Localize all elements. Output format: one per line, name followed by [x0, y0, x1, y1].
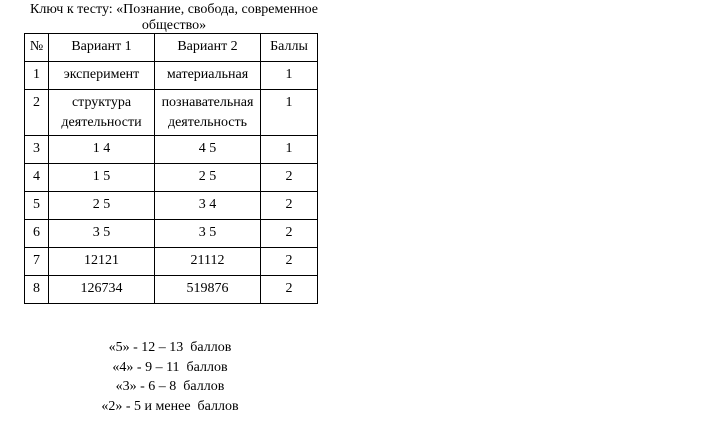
answer-key-table — [24, 33, 318, 304]
cell-variant-1: 1 5 — [49, 164, 155, 192]
cell-variant-1: 3 5 — [49, 220, 155, 248]
cell-variant-2: 3 4 — [155, 192, 261, 220]
cell-score: 2 — [261, 164, 318, 192]
cell-number: 2 — [25, 90, 49, 136]
cell-number: 7 — [25, 248, 49, 276]
cell-number: 3 — [25, 136, 49, 164]
grade-line-3: «3» - 6 – 8 баллов — [115, 379, 225, 394]
header-number: № — [25, 34, 49, 62]
cell-score: 2 — [261, 220, 318, 248]
cell-variant-2: материальная — [155, 62, 261, 90]
cell-number: 1 — [25, 62, 49, 90]
cell-variant-1: 12121 — [49, 248, 155, 276]
table-header-row — [25, 34, 318, 62]
cell-score: 2 — [261, 192, 318, 220]
grade-line-2: «2» - 5 и менее баллов — [101, 398, 239, 414]
cell-variant-1: 126734 — [49, 276, 155, 304]
cell-variant-1: 1 4 — [49, 136, 155, 164]
cell-variant-1: структура деятельности — [49, 90, 155, 136]
cell-variant-2: 21112 — [155, 248, 261, 276]
cell-variant-2: 2 5 — [155, 164, 261, 192]
table-row — [25, 62, 318, 90]
cell-variant-2: познавательная деятельность — [155, 90, 261, 136]
cell-number: 4 — [25, 164, 49, 192]
cell-score: 1 — [261, 136, 318, 164]
cell-number: 8 — [25, 276, 49, 304]
header-variant-2: Вариант 2 — [155, 34, 261, 62]
table-row — [25, 248, 318, 276]
table-row — [25, 164, 318, 192]
table-row — [25, 90, 318, 136]
cell-number: 6 — [25, 220, 49, 248]
grading-scale — [70, 338, 270, 416]
table-row — [25, 136, 318, 164]
cell-variant-2: 519876 — [155, 276, 261, 304]
cell-variant-2: 4 5 — [155, 136, 261, 164]
table-row — [25, 192, 318, 220]
table-row — [25, 276, 318, 304]
grade-line-5: «5» - 12 – 13 баллов — [108, 340, 232, 355]
cell-variant-1: эксперимент — [49, 62, 155, 90]
cell-score: 1 — [261, 62, 318, 90]
cell-score: 2 — [261, 248, 318, 276]
grade-line-4: «4» - 9 – 11 баллов — [112, 359, 228, 375]
cell-number: 5 — [25, 192, 49, 220]
header-variant-1: Вариант 1 — [49, 34, 155, 62]
table-row — [25, 220, 318, 248]
cell-score: 2 — [261, 276, 318, 304]
cell-variant-2: 3 5 — [155, 220, 261, 248]
cell-variant-1: 2 5 — [49, 192, 155, 220]
document-title: Ключ к тесту: «Познание, свобода, современное общество» — [30, 2, 318, 33]
header-score: Баллы — [261, 34, 318, 62]
cell-score: 1 — [261, 90, 318, 136]
